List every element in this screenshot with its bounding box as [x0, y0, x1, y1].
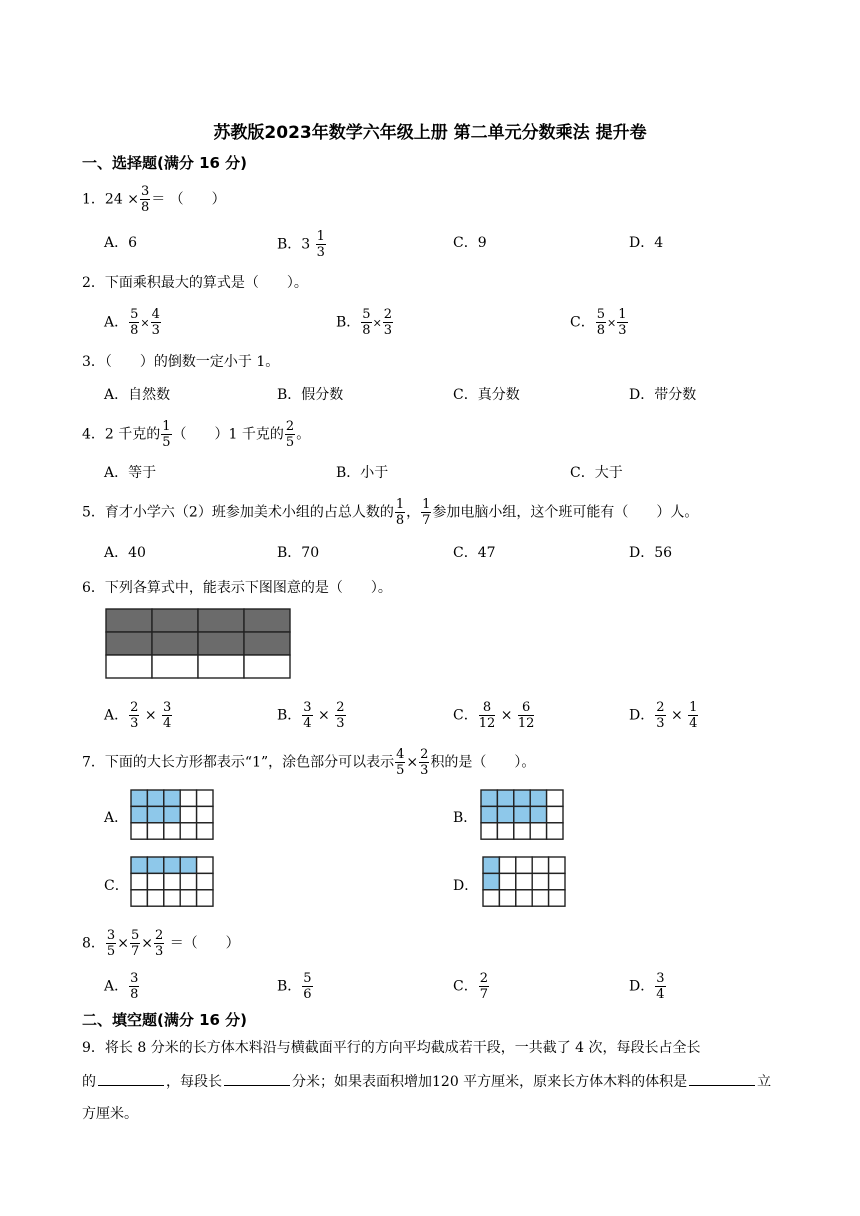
- grid-cell: [514, 823, 530, 839]
- grid-cell: [164, 873, 180, 889]
- answer-blank-3[interactable]: [689, 1071, 755, 1086]
- grid-cell: [131, 790, 147, 806]
- grid-cell: [530, 823, 546, 839]
- question-3-stem: 3．（ ）的倒数一定小于 1。: [82, 354, 280, 370]
- grid-cell: [532, 873, 548, 889]
- grid-cell: [180, 890, 196, 906]
- q6-grid-figure: [105, 608, 295, 682]
- q1-option-b[interactable]: B．3 $\frac{1}{3}$: [277, 229, 325, 260]
- grid-cell: [147, 806, 163, 822]
- grid-cell: [499, 890, 515, 906]
- grid-cell: [244, 609, 290, 632]
- grid-cell: [530, 806, 546, 822]
- grid-cell: [180, 857, 196, 873]
- grid-cell: [547, 823, 563, 839]
- question-9-line-1: 9．将长 8 分米的长方体木料沿与横截面平行的方向平均截成若干段，一共截了 4 次，每段长占全长: [82, 1040, 701, 1056]
- q8-option-a[interactable]: A． $\frac{3}{8}$: [104, 971, 139, 1002]
- grid-cell: [481, 823, 497, 839]
- grid-cell: [164, 823, 180, 839]
- grid-cell: [497, 790, 513, 806]
- q8-option-b[interactable]: B． $\frac{5}{6}$: [277, 971, 312, 1002]
- q4-option-c[interactable]: C．大于: [570, 465, 623, 481]
- q5-option-c[interactable]: C．47: [453, 545, 496, 561]
- q6-option-c[interactable]: C． $\frac{8}{12}$ × $\frac{6}{12}$: [453, 700, 535, 731]
- grid-cell: [147, 790, 163, 806]
- grid-cell: [516, 857, 532, 873]
- q7-option-c[interactable]: C．: [104, 878, 129, 894]
- grid-cell: [180, 806, 196, 822]
- q4-option-b[interactable]: B．小于: [336, 465, 389, 481]
- q6-option-a[interactable]: A． $\frac{2}{3}$ × $\frac{3}{4}$: [104, 700, 172, 731]
- q2-option-b[interactable]: B． $\frac{5}{8}$ × $\frac{2}{3}$: [336, 307, 393, 338]
- grid-cell: [244, 632, 290, 655]
- grid-cell: [547, 806, 563, 822]
- grid-cell: [131, 890, 147, 906]
- grid-cell: [197, 873, 213, 889]
- answer-blank-1[interactable]: [98, 1071, 164, 1086]
- q6-option-b[interactable]: B． $\frac{3}{4}$ × $\frac{2}{3}$: [277, 700, 345, 731]
- grid-cell: [197, 806, 213, 822]
- grid-cell: [499, 873, 515, 889]
- grid-cell: [497, 806, 513, 822]
- q1-option-c[interactable]: C．9: [453, 235, 487, 251]
- q3-option-b[interactable]: B．假分数: [277, 387, 344, 403]
- grid-cell: [152, 632, 198, 655]
- q8-option-c[interactable]: C． $\frac{2}{7}$: [453, 971, 488, 1002]
- grid-cell: [516, 873, 532, 889]
- grid-cell: [497, 823, 513, 839]
- grid-cell: [106, 609, 152, 632]
- grid-cell: [106, 655, 152, 678]
- grid-cell: [152, 655, 198, 678]
- q7-grid-c: [130, 856, 214, 908]
- grid-cell: [164, 806, 180, 822]
- question-6-stem: 6．下列各算式中，能表示下图图意的是（ ）。: [82, 580, 392, 596]
- q7-grid-d: [482, 856, 566, 908]
- q5-option-b[interactable]: B．70: [277, 545, 320, 561]
- grid-cell: [180, 790, 196, 806]
- grid-cell: [197, 890, 213, 906]
- grid-cell: [197, 790, 213, 806]
- q5-option-d[interactable]: D．56: [629, 545, 673, 561]
- grid-cell: [532, 890, 548, 906]
- grid-cell: [244, 655, 290, 678]
- grid-cell: [164, 857, 180, 873]
- question-9-line-2: 的 ，每段长 分米；如果表面积增加120 平方厘米，原来长方体木料的体积是 立: [82, 1071, 771, 1091]
- grid-cell: [180, 823, 196, 839]
- grid-cell: [549, 873, 565, 889]
- page-title: 苏教版2023年数学六年级上册 第二单元分数乘法 提升卷: [213, 123, 647, 143]
- grid-cell: [198, 655, 244, 678]
- q8-option-d[interactable]: D． $\frac{3}{4}$: [629, 971, 665, 1002]
- grid-cell: [499, 857, 515, 873]
- grid-cell: [547, 790, 563, 806]
- grid-cell: [483, 890, 499, 906]
- q4-option-a[interactable]: A．等于: [104, 465, 157, 481]
- grid-cell: [147, 890, 163, 906]
- grid-cell: [516, 890, 532, 906]
- section-heading-fill: 二、填空题(满分 16 分): [82, 1011, 248, 1029]
- grid-cell: [514, 806, 530, 822]
- grid-cell: [180, 873, 196, 889]
- q3-option-d[interactable]: D．带分数: [629, 387, 697, 403]
- question-1-stem: 1．24 × $\frac{3}{8}$ ＝ （ ）: [82, 184, 226, 215]
- grid-cell: [549, 857, 565, 873]
- grid-cell: [147, 857, 163, 873]
- grid-cell: [164, 790, 180, 806]
- grid-cell: [198, 632, 244, 655]
- grid-cell: [131, 823, 147, 839]
- grid-cell: [131, 873, 147, 889]
- grid-cell: [147, 823, 163, 839]
- q5-option-a[interactable]: A．40: [104, 545, 146, 561]
- question-2-stem: 2．下面乘积最大的算式是（ ）。: [82, 275, 308, 291]
- grid-cell: [532, 857, 548, 873]
- grid-cell: [514, 790, 530, 806]
- grid-cell: [198, 609, 244, 632]
- grid-cell: [481, 806, 497, 822]
- q7-grid-b: [480, 789, 564, 841]
- q7-grid-a: [130, 789, 214, 841]
- fraction: $\frac{3}{8}$: [140, 184, 150, 215]
- q3-option-c[interactable]: C．真分数: [453, 387, 520, 403]
- grid-cell: [147, 873, 163, 889]
- grid-cell: [131, 857, 147, 873]
- q6-option-d[interactable]: D． $\frac{2}{3}$ × $\frac{1}{4}$: [629, 700, 698, 731]
- q2-option-c[interactable]: C． $\frac{5}{8}$ × $\frac{1}{3}$: [570, 307, 627, 338]
- grid-cell: [131, 806, 147, 822]
- question-5-stem: 5．育才小学六（2）班参加美术小组的占总人数的 $\frac{1}{8}$ ， $\frac{1}{7}$ 参加电脑小组，这个班可能有（ ）人。: [82, 497, 699, 528]
- q1-option-d[interactable]: D．4: [629, 235, 664, 251]
- q1-option-a[interactable]: A．6: [104, 235, 138, 251]
- grid-cell: [152, 609, 198, 632]
- q7-option-b[interactable]: B．: [453, 810, 478, 826]
- section-heading-choice: 一、选择题(满分 16 分): [82, 154, 248, 172]
- grid-cell: [481, 790, 497, 806]
- grid-cell: [197, 823, 213, 839]
- q7-option-d[interactable]: D．: [453, 878, 479, 894]
- question-7-stem: 7．下面的大长方形都表示“1”，涂色部分可以表示 $\frac{4}{5}$ × $\frac{2}{3}$ 积的是（ ）。: [82, 747, 536, 778]
- grid-cell: [164, 890, 180, 906]
- q7-option-a[interactable]: A．: [104, 810, 129, 826]
- q3-option-a[interactable]: A．自然数: [104, 387, 171, 403]
- grid-cell: [483, 873, 499, 889]
- grid-cell: [197, 857, 213, 873]
- grid-cell: [106, 632, 152, 655]
- grid-cell: [530, 790, 546, 806]
- grid-cell: [483, 857, 499, 873]
- answer-blank-2[interactable]: [224, 1071, 290, 1086]
- q2-option-a[interactable]: A． $\frac{5}{8}$ × $\frac{4}{3}$: [104, 307, 160, 338]
- question-4-stem: 4．2 千克的 $\frac{1}{5}$ （ ）1 千克的 $\frac{2}{5}$ 。: [82, 419, 311, 450]
- grid-cell: [549, 890, 565, 906]
- question-8-stem: 8． $\frac{3}{5}$ × $\frac{5}{7}$ × $\frac{2}{3}$ ＝（ ）: [82, 928, 240, 959]
- question-9-line-3: 方厘米。: [82, 1106, 138, 1122]
